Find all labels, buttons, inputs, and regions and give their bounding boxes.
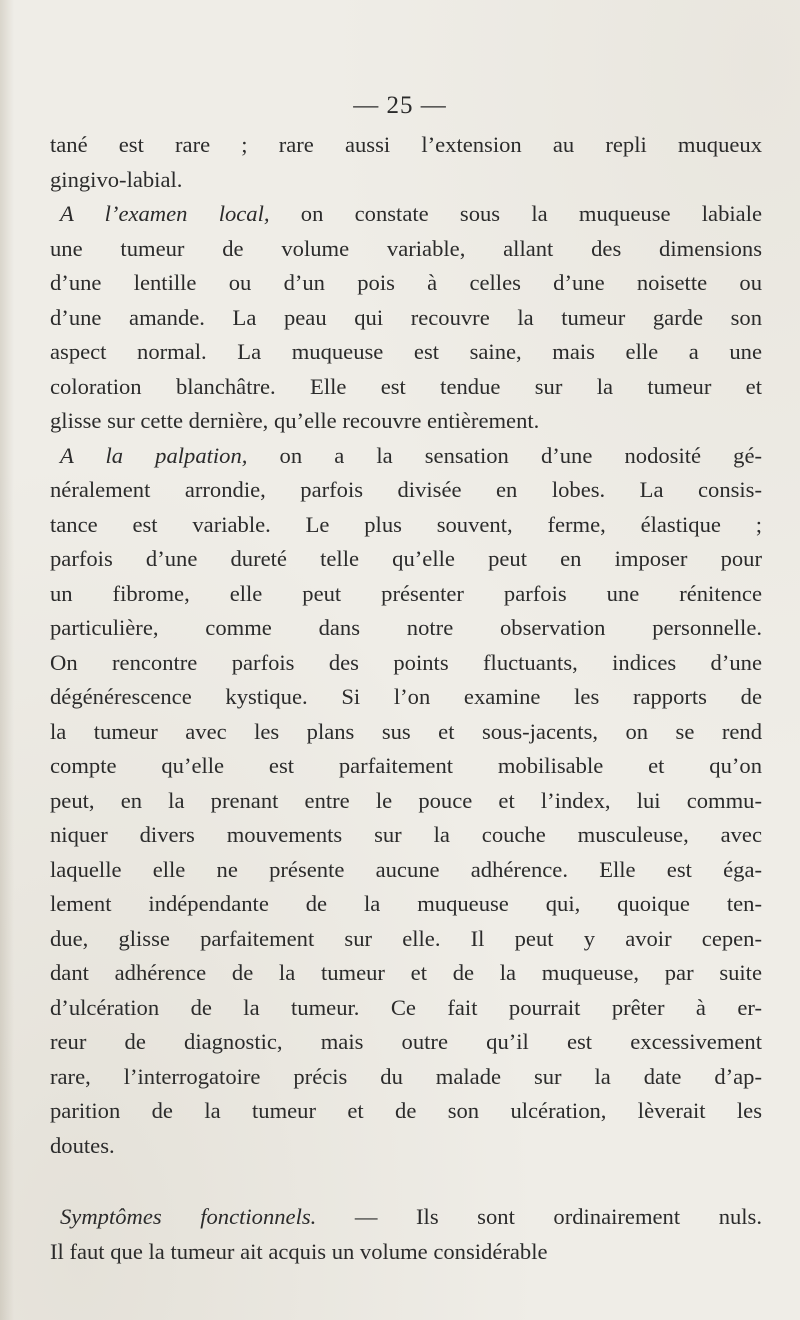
text-line: [50, 715, 762, 750]
line-text: néralement arrondie, parfois divisée en lobes. La consis-: [50, 477, 762, 502]
line-text: due, glisse parfaitement sur elle. Il peut y avoir cepen-: [50, 925, 762, 951]
line-text: lement indépendante de la muqueuse qui, quoique ten-: [50, 891, 762, 916]
text-line: [50, 818, 762, 853]
text-line: [50, 577, 762, 612]
text-line: [50, 1060, 762, 1095]
text-line: [50, 1129, 762, 1164]
paragraph: [50, 1200, 762, 1269]
body-text: [50, 128, 762, 1269]
text-line: [50, 128, 762, 163]
line-text: — Ils sont ordinairement nuls.: [316, 1204, 763, 1229]
text-line: [50, 542, 762, 577]
text-line: [50, 301, 762, 336]
line-text: reur de diagnostic, mais outre qu’il est excessivement: [50, 1029, 762, 1054]
text-line: [50, 1094, 762, 1129]
paragraph: [50, 128, 762, 197]
italic-heading: A la palpation,: [60, 442, 248, 468]
line-text: On rencontre parfois des points fluctuants, indices d’une: [50, 649, 762, 675]
line-text: compte qu’elle est parfaitement mobilisable et qu’on: [50, 753, 762, 778]
line-text: tance est variable. Le plus souvent, ferme, élastique ;: [50, 511, 762, 537]
text-line: [50, 197, 762, 232]
italic-heading: Symptômes fonctionnels.: [60, 1204, 317, 1229]
line-text: la tumeur avec les plans sus et sous-jacents, on se rend: [50, 718, 762, 744]
text-line: [50, 922, 762, 957]
line-text: parition de la tumeur et de son ulcération, lèverait les: [50, 1098, 762, 1123]
text-line: [50, 1235, 762, 1270]
line-text: tané est rare ; rare aussi l’extension au repli muqueux: [50, 132, 762, 157]
line-text: glisse sur cette dernière, qu’elle recouvre entièrement.: [50, 408, 540, 433]
line-text: particulière, comme dans notre observation personnelle.: [50, 615, 762, 640]
paragraph: [50, 439, 762, 1164]
line-text: une tumeur de volume variable, allant des dimensions: [50, 235, 762, 261]
page-number: — 25 —: [353, 92, 447, 119]
text-line: [50, 853, 762, 888]
line-text: un fibrome, elle peut présenter parfois une rénitence: [50, 580, 762, 606]
line-text: on constate sous la muqueuse labiale: [269, 201, 762, 226]
line-text: d’une amande. La peau qui recouvre la tumeur garde son: [50, 304, 762, 330]
text-line: [50, 887, 762, 922]
text-line: [50, 749, 762, 784]
text-line: [50, 232, 762, 267]
line-text: doutes.: [50, 1132, 115, 1158]
line-text: d’une lentille ou d’un pois à celles d’une noisette ou: [50, 270, 762, 295]
paragraph: [50, 197, 762, 439]
text-line: [50, 335, 762, 370]
page-binding-shadow: [0, 0, 14, 1320]
paragraph-spacer: [50, 1163, 762, 1200]
line-text: parfois d’une dureté telle qu’elle peut en imposer pour: [50, 546, 762, 571]
line-text: coloration blanchâtre. Elle est tendue sur la tumeur et: [50, 373, 762, 399]
line-text: on a la sensation d’une nodosité gé-: [247, 442, 762, 468]
text-line: [50, 404, 762, 439]
text-line: [50, 956, 762, 991]
italic-heading: A l’examen local,: [60, 201, 270, 226]
line-text: laquelle elle ne présente aucune adhérence. Elle est éga-: [50, 856, 762, 882]
line-text: peut, en la prenant entre le pouce et l’index, lui commu-: [50, 787, 762, 813]
text-line: [50, 439, 762, 474]
text-line: [50, 1200, 762, 1235]
text-line: [50, 266, 762, 301]
line-text: d’ulcération de la tumeur. Ce fait pourrait prêter à er-: [50, 994, 762, 1020]
line-text: Il faut que la tumeur ait acquis un volume considérable: [50, 1238, 548, 1264]
line-text: rare, l’interrogatoire précis du malade sur la date d’ap-: [50, 1063, 762, 1089]
text-line: [50, 991, 762, 1026]
text-line: [50, 1025, 762, 1060]
text-line: [50, 370, 762, 405]
line-text: gingivo-labial.: [50, 166, 183, 192]
text-line: [50, 611, 762, 646]
line-text: dant adhérence de la tumeur et de la muqueuse, par suite: [50, 960, 762, 985]
text-line: [50, 680, 762, 715]
text-line: [50, 163, 762, 198]
text-line: [50, 784, 762, 819]
text-line: [50, 508, 762, 543]
text-line: [50, 646, 762, 681]
line-text: dégénérescence kystique. Si l’on examine les rapports de: [50, 684, 762, 709]
line-text: aspect normal. La muqueuse est saine, mais elle a une: [50, 339, 762, 364]
text-line: [50, 473, 762, 508]
line-text: niquer divers mouvements sur la couche musculeuse, avec: [50, 822, 762, 847]
